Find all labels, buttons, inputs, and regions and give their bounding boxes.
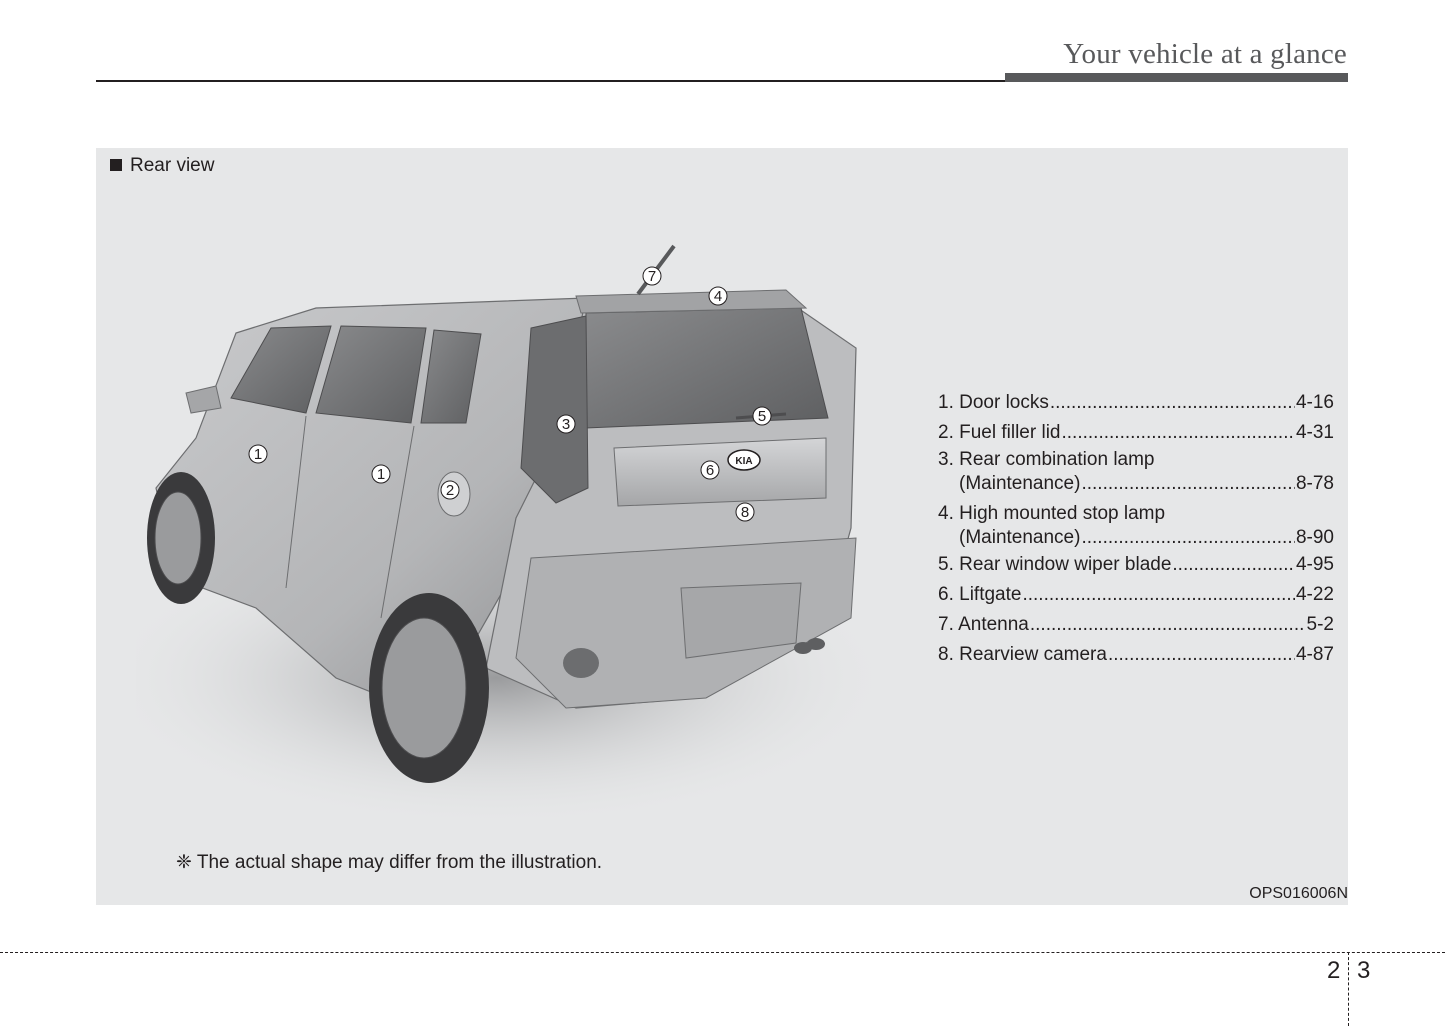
running-header-title: Your vehicle at a glance bbox=[1063, 38, 1347, 70]
svg-text:6: 6 bbox=[705, 462, 715, 479]
legend-item: 7. Antenna ..... 5-2 bbox=[938, 610, 1334, 640]
svg-text:2: 2 bbox=[445, 482, 455, 499]
svg-text:7: 7 bbox=[647, 268, 657, 285]
legend-item: 1. Door locks ..... 4-16 bbox=[938, 388, 1334, 418]
side-mirror bbox=[186, 386, 221, 413]
callout-4 bbox=[709, 287, 727, 305]
image-code: OPS016006N bbox=[1249, 885, 1348, 902]
legend-item: 2. Fuel filler lid ..... 4-31 bbox=[938, 418, 1334, 448]
svg-text:1: 1 bbox=[253, 446, 263, 463]
callout-7 bbox=[643, 267, 661, 285]
callout-1b bbox=[372, 465, 390, 483]
footer-page-divider bbox=[1348, 952, 1349, 1026]
page-number: 3 bbox=[1357, 957, 1371, 984]
callout-3 bbox=[557, 415, 575, 433]
header-rule-accent bbox=[1005, 73, 1348, 82]
callout-6 bbox=[701, 461, 719, 479]
svg-text:3: 3 bbox=[561, 416, 571, 433]
rear-window bbox=[586, 308, 828, 428]
svg-text:KIA: KIA bbox=[735, 456, 753, 467]
rear-combination-lamp bbox=[521, 316, 588, 503]
legend-item: 5. Rear window wiper blade ..... 4-95 bbox=[938, 550, 1334, 580]
illustration-disclaimer: ❈ The actual shape may differ from the illustration. bbox=[176, 852, 603, 873]
legend-item: 3. Rear combination lamp bbox=[938, 449, 1155, 470]
liftgate-panel bbox=[614, 438, 826, 506]
svg-text:1: 1 bbox=[376, 466, 386, 483]
callout-2 bbox=[441, 481, 459, 499]
callout-1a bbox=[249, 445, 267, 463]
car-rear-illustration bbox=[136, 238, 876, 818]
legend-item-continued: (Maintenance) ..... 8-78 bbox=[938, 472, 1334, 496]
illustration-panel bbox=[96, 148, 1348, 905]
callout-5 bbox=[753, 407, 771, 425]
parts-legend bbox=[938, 388, 1334, 670]
legend-item: 6. Liftgate ..... 4-22 bbox=[938, 580, 1334, 610]
header-rule bbox=[96, 80, 1006, 82]
legend-item: 4. High mounted stop lamp bbox=[938, 503, 1166, 524]
legend-item-continued: (Maintenance) ..... 8-90 bbox=[938, 526, 1334, 550]
square-bullet-icon bbox=[110, 159, 122, 171]
section-label: Rear view bbox=[110, 155, 214, 177]
footer-divider bbox=[0, 952, 1445, 953]
svg-text:4: 4 bbox=[713, 288, 723, 305]
legend-item: 8. Rearview camera ..... 4-87 bbox=[938, 640, 1334, 670]
callout-8 bbox=[736, 503, 754, 521]
svg-text:8: 8 bbox=[740, 504, 750, 521]
svg-text:5: 5 bbox=[757, 408, 767, 425]
chapter-number: 2 bbox=[1327, 957, 1341, 984]
fog-lamp bbox=[563, 648, 599, 678]
